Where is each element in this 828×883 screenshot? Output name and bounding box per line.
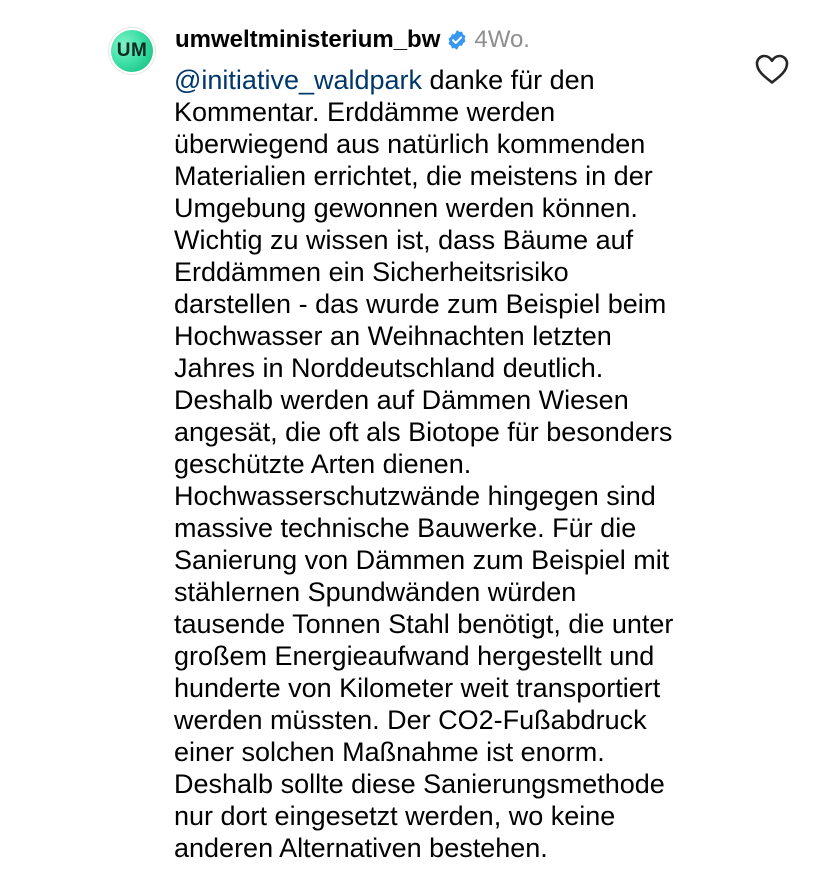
comment-header (175, 25, 530, 55)
mention-link[interactable]: @initiative_waldpark (174, 65, 423, 95)
comment-text (174, 64, 734, 864)
avatar[interactable] (108, 27, 156, 75)
avatar-initials: UM (116, 40, 148, 61)
username-link[interactable]: umweltministerium_bw (175, 26, 441, 53)
comment-timestamp: 4Wo. (474, 26, 530, 53)
comment-body: danke für den Kommentar. Erddämme werden überwiegend aus natürlich kommenden Materialien errichtet, die meistens in der Umgebung gewonnen werden können. Wichtig zu wissen ist, dass Bäume auf Erddämmen ein Sicherheitsrisiko darstellen - das wurde zum Beispiel beim Hochwasser an Weihnachten letzten Jahres in Norddeutschland deutlich. Deshalb werden auf Dämmen Wiesen angesät, die oft als Biotope für besonders geschützte Arten dienen. Hochwasserschutzwände hingegen sind massive technische Bauwerke. Für die Sanierung von Dämmen zum Beispiel mit stählernen Spundwänden würden tausende Tonnen Stahl benötigt, die unter großem Energieaufwand hergestellt und hunderte von Kilometer weit transportiert werden müssten. Der CO2-Fußabdruck einer solchen Maßnahme ist enorm. Deshalb sollte diese Sanierungsmethode nur dort eingesetzt werden, wo keine anderen Alternativen bestehen. (174, 65, 674, 863)
like-button[interactable] (754, 53, 790, 85)
verified-badge-icon (446, 29, 468, 51)
heart-outline-icon (754, 53, 790, 85)
